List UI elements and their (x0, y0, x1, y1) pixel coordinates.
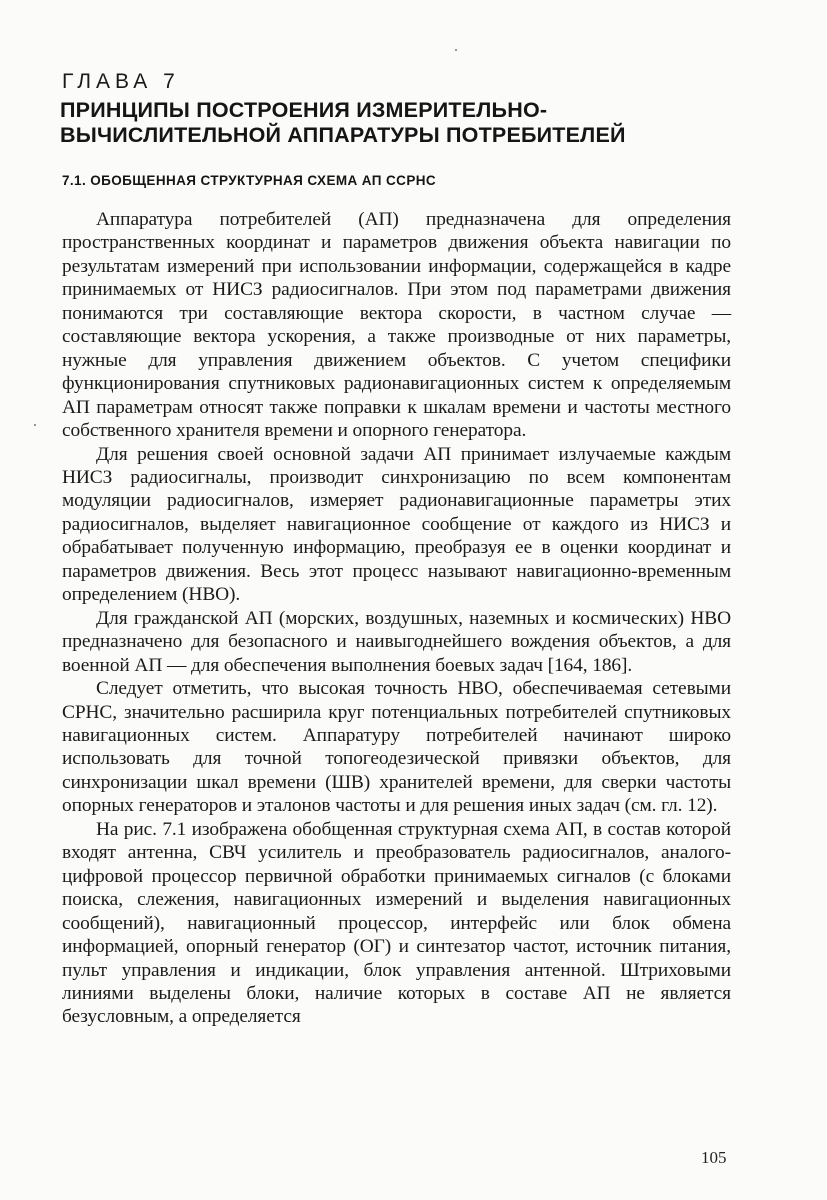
scan-speck (34, 424, 36, 426)
paragraph-5: На рис. 7.1 изображена обобщенная структурная схема АП, в состав которой входят антенна, СВЧ усилитель и преобразователь радиосигналов, аналого-цифровой процессор первичной обработки принимаемых сигналов (с блоками поиска, слежения, навигационных измерений и выделения навигационных сообщений), навигационный процессор, интерфейс или блок обмена информацией, опорный генератор (ОГ) и синтезатор частот, источник питания, пульт управления и индикации, блок управления антенной. Штриховыми линиями выделены блоки, наличие которых в составе АП не является безусловным, а определяется (62, 818, 731, 1028)
paragraph-2: Для решения своей основной задачи АП принимает излучаемые каждым НИСЗ радиосигналы, производит синхронизацию по всем компонентам модуляции радиосигналов, измеряет радионавигационные параметры этих радиосигналов, выделяет навигационное сообщение от каждого из НИСЗ и обрабатывает полученную информацию, преобразуя ее в оценки координат и параметров движения. Весь этот процесс называют навигационно-временным определением (НВО). (62, 443, 731, 606)
paragraph-3: Для гражданской АП (морских, воздушных, наземных и космических) НВО предназначено для безопасного и наивыгоднейшего вождения объектов, а для военной АП — для обеспечения выполнения боевых задач [164, 186]. (62, 607, 731, 676)
body-text (62, 208, 731, 1029)
page-number: 105 (701, 1148, 727, 1167)
paragraph-1: Аппаратура потребителей (АП) предназначена для определения пространственных координат и параметров движения объекта навигации по результатам измерений при использовании информации, содержащейся в кадре принимаемых от НИСЗ радиосигналов. При этом под параметрами движения понимаются три составляющие вектора скорости, в частном случае — составляющие вектора ускорения, а также производные от них параметры, нужные для управления движением объектов. С учетом специфики функционирования спутниковых радионавигационных систем к определяемым АП параметрам относят также поправки к шкалам времени и частоты местного собственного хранителя времени и опорного генератора. (62, 209, 731, 442)
scan-speck (455, 49, 457, 51)
section-title: 7.1. ОБОБЩЕННАЯ СТРУКТУРНАЯ СХЕМА АП ССРНС (62, 173, 437, 188)
paragraph-4: Следует отметить, что высокая точность НВО, обеспечиваемая сетевыми СРНС, значительно расширила круг потенциальных потребителей спутниковых навигационных систем. Аппаратуру потребителей начинают широко использовать для точной топогеодезической привязки объектов, для синхронизации шкал времени (ШВ) хранителей времени, для сверки частоты опорных генераторов и эталонов частоты и для решения иных задач (см. гл. 12). (62, 678, 731, 817)
chapter-label: ГЛАВА 7 (62, 70, 180, 93)
chapter-title: ПРИНЦИПЫ ПОСТРОЕНИЯ ИЗМЕРИТЕЛЬНО-ВЫЧИСЛИТЕЛЬНОЙ АППАРАТУРЫ ПОТРЕБИТЕЛЕЙ (60, 98, 626, 147)
